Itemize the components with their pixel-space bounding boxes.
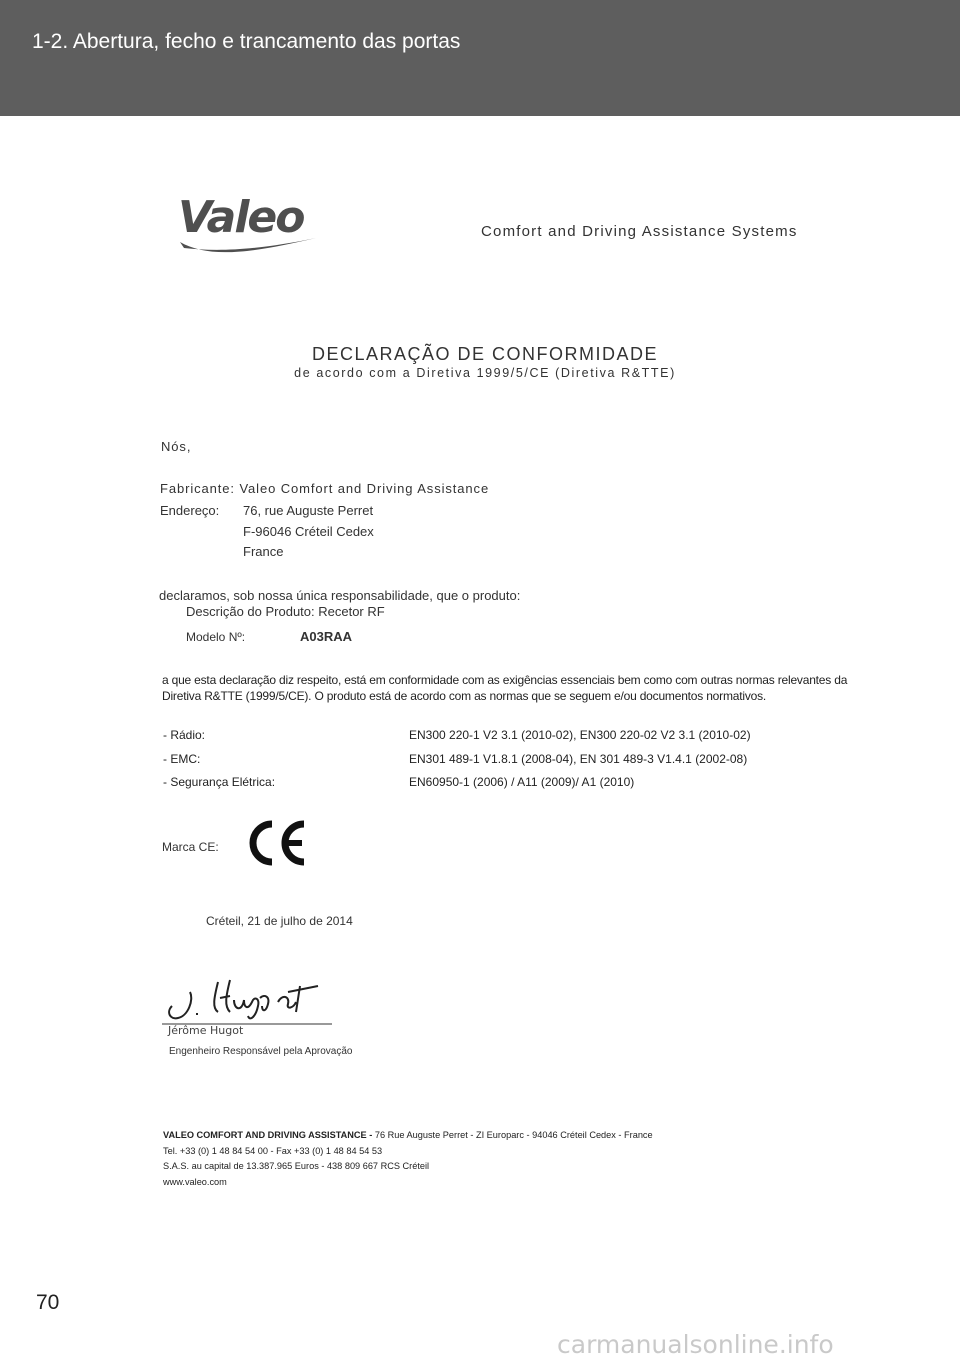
footer-capital: S.A.S. au capital de 13.387.965 Euros - 438 809 667 RCS Créteil: [163, 1161, 430, 1171]
logo-wordmark: Valeo: [178, 192, 304, 243]
document-subtitle: de acordo com a Diretiva 1999/5/CE (Diretiva R&TTE): [294, 366, 676, 380]
address-label: Endereço:: [160, 503, 220, 518]
standard-label: - Segurança Elétrica:: [163, 775, 276, 789]
signature-name: Jérôme Hugot: [168, 1024, 244, 1037]
address-line: 76, rue Auguste Perret: [243, 503, 374, 518]
company-tagline: Comfort and Driving Assistance Systems: [481, 223, 798, 240]
section-title: 1-2. Abertura, fecho e trancamento das portas: [32, 30, 461, 53]
document-title: DECLARAÇÃO DE CONFORMIDADE: [311, 344, 659, 364]
watermark: carmanualsonline.info: [557, 1330, 834, 1359]
place-date: Créteil, 21 de julho de 2014: [206, 914, 353, 928]
standard-value: EN60950-1 (2006) / A11 (2009)/ A1 (2010): [409, 775, 635, 789]
standard-label: - Rádio:: [163, 728, 206, 742]
header-band: [0, 0, 960, 116]
company-footer: [163, 1128, 653, 1190]
standard-value: EN301 489-1 V1.8.1 (2008-04), EN 301 489-3 V1.4.1 (2002-08): [409, 752, 748, 766]
address-line: F-96046 Créteil Cedex: [243, 524, 374, 539]
model-value: A03RAA: [300, 629, 353, 644]
model-label: Modelo Nº:: [186, 630, 246, 644]
declare-text: declaramos, sob nossa única responsabilidade, que o produto:: [159, 588, 521, 603]
valeo-logo: [178, 192, 318, 262]
footer-company: VALEO COMFORT AND DRIVING ASSISTANCE -: [163, 1130, 373, 1140]
footer-phone: Tel. +33 (0) 1 48 84 54 00 - Fax +33 (0) 1 48 84 54 53: [163, 1145, 383, 1156]
page-number: 70: [36, 1291, 60, 1314]
ce-mark-icon: [246, 820, 308, 871]
logo-swoosh-icon: [178, 236, 318, 258]
standard-value: EN300 220-1 V2 3.1 (2010-02), EN300 220-02 V2 3.1 (2010-02): [409, 728, 751, 742]
product-description: Descrição do Produto: Recetor RF: [186, 604, 385, 619]
footer-address: 76 Rue Auguste Perret - ZI Europarc - 94046 Créteil Cedex - France: [372, 1130, 653, 1140]
footer-website: www.valeo.com: [163, 1176, 227, 1187]
manufacturer-text: Fabricante: Valeo Comfort and Driving Assistance: [160, 481, 490, 496]
ce-mark-label: Marca CE:: [162, 840, 219, 854]
signature-title: Engenheiro Responsável pela Aprovação: [169, 1046, 353, 1057]
standard-label: - EMC:: [163, 752, 201, 766]
we-text: Nós,: [161, 439, 192, 454]
footer-line: [163, 1128, 653, 1144]
address-line: France: [243, 544, 284, 559]
conformity-paragraph: a que esta declaração diz respeito, está em conformidade com as exigências essenciais bem como com outras normas relevantes da Diretiva R&TTE (1999/5/CE). O produto está de acordo com as normas que se seguem e/ou documentos normativos.: [162, 673, 848, 703]
